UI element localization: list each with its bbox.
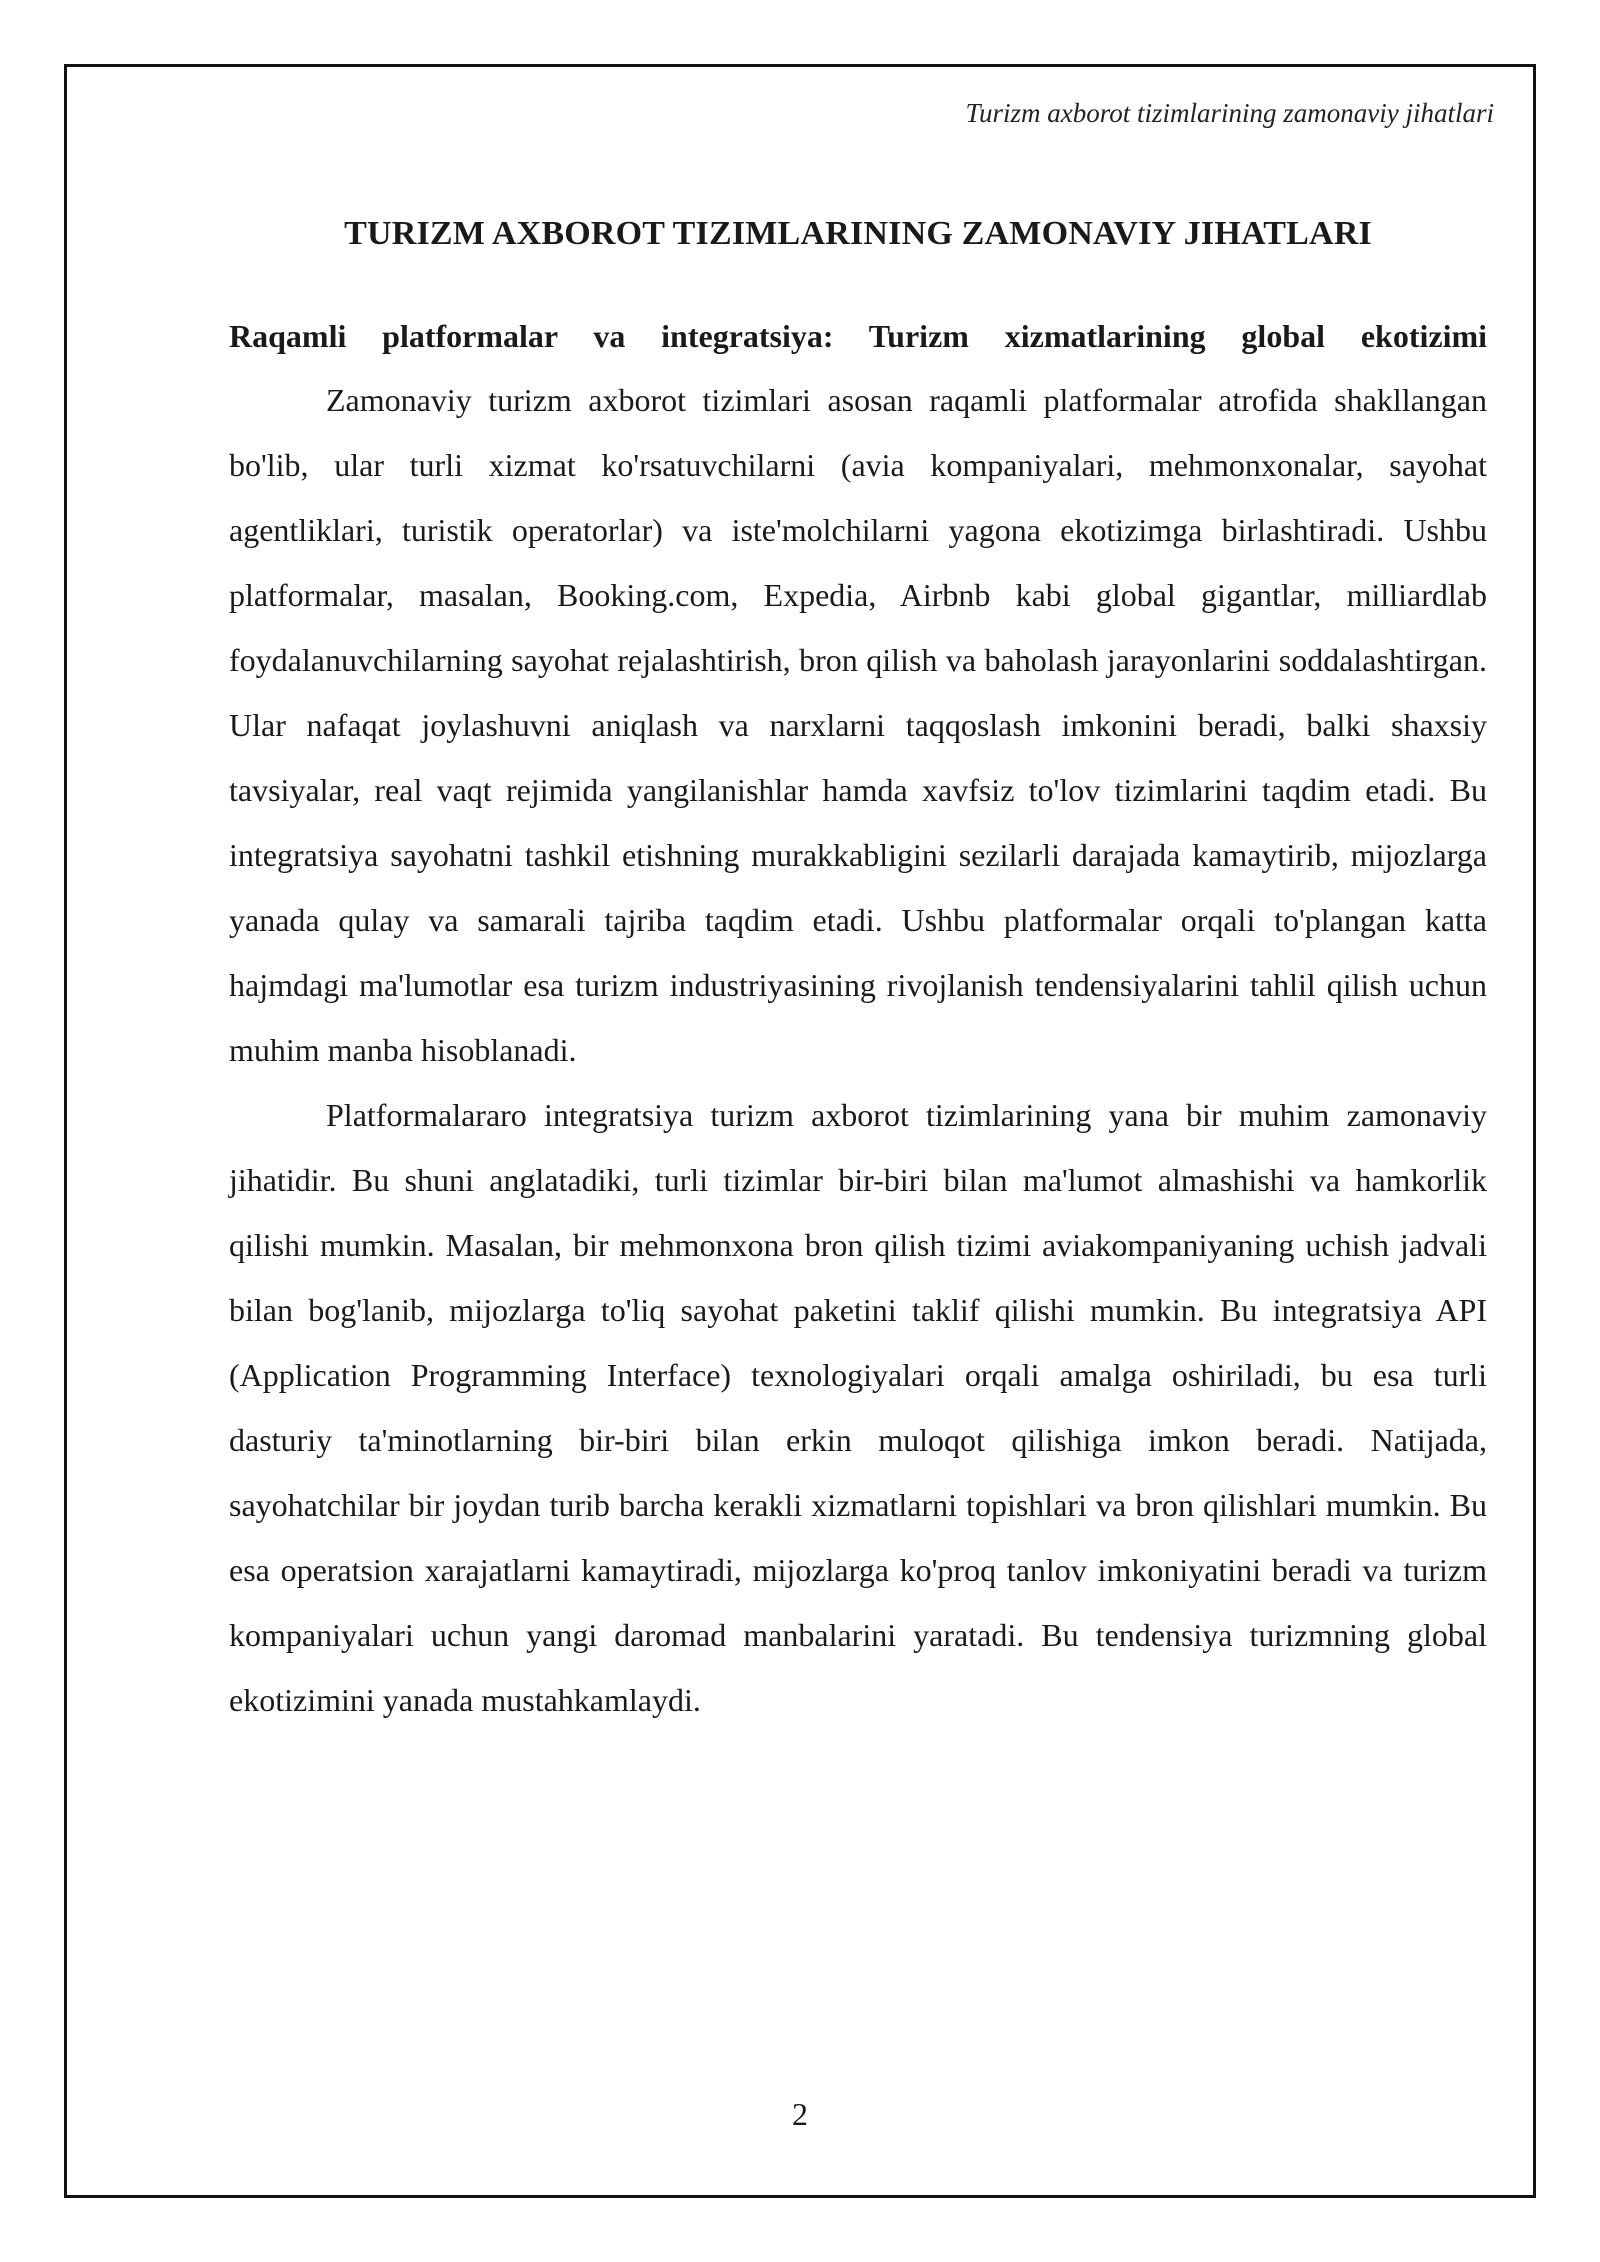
page-content [229,212,1487,1733]
section-heading: Raqamli platformalar va integratsiya: Turizm xizmatlarining global ekotizimi [229,318,1487,354]
document-title: TURIZM AXBOROT TIZIMLARINING ZAMONAVIY JIHATLARI [344,215,1372,252]
page-number: 2 [792,2096,808,2132]
body-paragraph: Platformalararo integratsiya turizm axborot tizimlarining yana bir muhim zamonaviy jihatidir. Bu shuni anglatadiki, turli tizimlar bir-biri bilan ma'lumot almashishi va hamkorlik qilishi mumkin. Masalan, bir mehmonxona bron qilish tizimi aviakompaniyaning uchish jadvali bilan bog'lanib, mijozlarga to'liq sayohat paketini taklif qilishi mumkin. Bu integratsiya API (Application Programming Interface) texnologiyalari orqali amalga oshiriladi, bu esa turli dasturiy ta'minotlarning bir-biri bilan erkin muloqot qilishiga imkon beradi. Natijada, sayohatchilar bir joydan turib barcha kerakli xizmatlarni topishlari va bron qilishlari mumkin. Bu esa operatsion xarajatlarni kamaytiradi, mijozlarga ko'proq tanlov imkoniyatini beradi va turizm kompaniyalari uchun yangi daromad manbalarini yaratadi. Bu tendensiya turizmning global ekotizimini yanada mustahkamlaydi. [229,1097,1487,1718]
running-header: Turizm axborot tizimlarining zamonaviy jihatlari [965,98,1494,128]
body-paragraph: Zamonaviy turizm axborot tizimlari asosan raqamli platformalar atrofida shakllangan bo'lib, ular turli xizmat ko'rsatuvchilarni (avia kompaniyalari, mehmonxonalar, sayohat agentliklari, turistik operatorlar) va iste'molchilarni yagona ekotizimga birlashtiradi. Ushbu platformalar, masalan, Booking.com, Expedia, Airbnb kabi global gigantlar, milliardlab foydalanuvchilarning sayohat rejalashtirish, bron qilish va baholash jarayonlarini soddalashtirgan. Ular nafaqat joylashuvni aniqlash va narxlarni taqqoslash imkonini beradi, balki shaxsiy tavsiyalar, real vaqt rejimida yangilanishlar hamda xavfsiz to'lov tizimlarini taqdim etadi. Bu integratsiya sayohatni tashkil etishning murakkabligini sezilarli darajada kamaytirib, mijozlarga yanada qulay va samarali tajriba taqdim etadi. Ushbu platformalar orqali to'plangan katta hajmdagi ma'lumotlar esa turizm industriyasining rivojlanish tendensiyalarini tahlil qilish uchun muhim manba hisoblanadi. [229,382,1487,1068]
